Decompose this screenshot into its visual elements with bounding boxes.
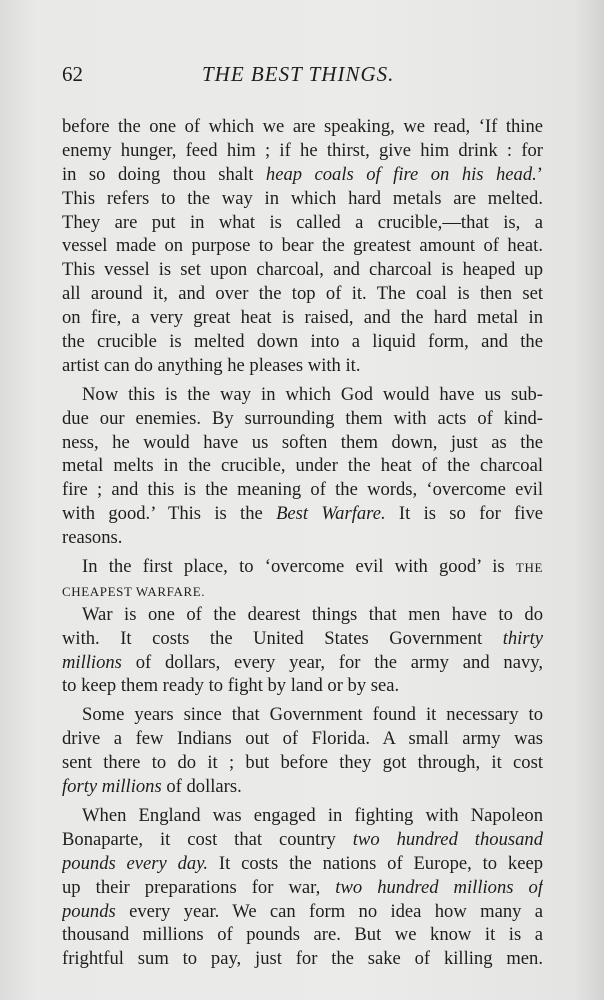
body-text [62,115,543,971]
text-line: artist can do anything he pleases with it. [62,354,361,376]
text-line: In the first place, to ‘overcome evil with good’ is THE [82,556,543,578]
text-line: This refers to the way in which hard metals are melted. [62,187,543,209]
text-line: pounds every year. We can form no idea how many a [62,900,543,922]
text-line: before the one of which we are speaking, we read, ‘If thine [62,116,543,137]
text-line: metal melts in the crucible, under the heat of the charcoal [62,455,543,477]
text-line: When England was engaged in fighting with Napoleon [82,804,543,826]
text-line: to keep them ready to fight by land or by sea. [62,675,400,697]
text-line: Bonaparte, it cost that country two hundred thousand [62,828,543,850]
page-header [62,62,542,90]
text-line: This vessel is set upon charcoal, and charcoal is heaped up [62,259,543,281]
text-line: sent there to do it ; but before they got through, it cost [62,752,543,774]
text-line: pounds every day. It costs the nations of Europe, to keep [62,852,543,874]
text-line: the crucible is melted down into a liquid form, and the [62,331,543,353]
text-line: all around it, and over the top of it. The coal is then set [62,283,543,305]
text-line: fire ; and this is the meaning of the words, ‘overcome evil [62,479,543,501]
text-line: War is one of the dearest things that men have to do [82,603,543,625]
text-line: enemy hunger, feed him ; if he thirst, give him drink : for [62,139,543,161]
text-line: Some years since that Government found it necessary to [82,704,543,726]
text-line: with. It costs the United States Government thirty [62,627,543,649]
text-line: with good.’ This is the Best Warfare. It is so for five [62,503,543,525]
text-line: vessel made on purpose to bear the greatest amount of heat. [62,235,543,257]
text-line: on fire, a very great heat is raised, and the hard metal in [62,307,543,329]
text-line: due our enemies. By surrounding them with acts of kind- [62,407,543,429]
text-line: forty millions of dollars. [62,776,242,798]
page-number: 62 [62,62,83,86]
text-line: ness, he would have us soften them down, just as the [62,431,543,453]
text-line: reasons. [62,527,123,549]
running-title: THE BEST THINGS. [202,62,395,86]
text-line: CHEAPEST WARFARE. [62,583,206,599]
text-line: in so doing thou shalt heap coals of fire on his head.’ [62,163,543,185]
text-line: Now this is the way in which God would have us sub- [82,383,543,405]
text-line: frightful sum to pay, just for the sake of killing men. [62,948,543,970]
text-line: drive a few Indians out of Florida. A small army was [62,728,543,750]
text-line: They are put in what is called a crucible,—that is, a [62,211,543,233]
text-line: up their preparations for war, two hundred millions of [62,876,543,898]
text-line: thousand millions of pounds are. But we know it is a [62,924,543,946]
text-line: millions of dollars, every year, for the army and navy, [62,651,543,673]
